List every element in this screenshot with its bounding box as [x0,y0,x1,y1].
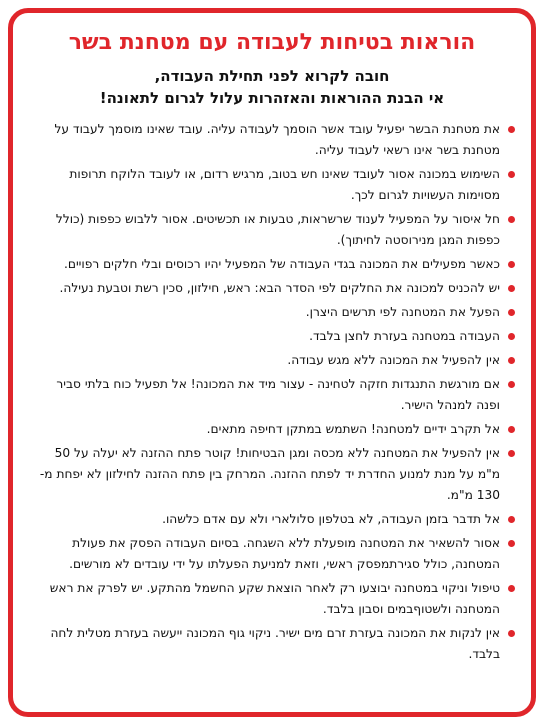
instruction-item [37,623,515,665]
red-dot-bullet-icon [508,261,515,268]
red-dot-bullet-icon [508,540,515,547]
instruction-text: העבודה במטחנה בעזרת לחצן בלבד. [309,329,500,343]
instruction-text: טיפול וניקוי במטחנה יבוצעו רק לאחר הוצאת שקע החשמל מהתקע. יש לפרק את ראש המטחנה ולשטוףבמים וסבון בלבד. [49,581,500,616]
instruction-item [37,302,515,323]
instruction-text: אסור להשאיר את המטחנה מופעלת ללא השגחה. בסיום העבודה הפסק את פעולת המטחנה, כולל סגירתמפסק ראשי, וזאת למניעת הפעלתו על ידי עובדים לא מורשים. [69,536,500,571]
red-dot-bullet-icon [508,585,515,592]
red-dot-bullet-icon [508,630,515,637]
red-dot-bullet-icon [508,126,515,133]
instruction-item [37,533,515,575]
red-dot-bullet-icon [508,309,515,316]
instruction-text: הפעל את המטחנה לפי תרשים היצרן. [305,305,500,319]
instruction-item [37,443,515,506]
red-dot-bullet-icon [508,171,515,178]
safety-sign [8,8,536,717]
red-dot-bullet-icon [508,216,515,223]
instruction-item [37,278,515,299]
instruction-item [37,164,515,206]
sign-title: הוראות בטיחות לעבודה עם מטחנת בשר [68,30,476,55]
instruction-item [37,254,515,275]
instruction-text: את מטחנת הבשר יפעיל עובד אשר הוסמך לעבודה עליה. עובד שאינו מוסמך לעבוד על מטחנת בשר אינו רשאי לעבוד עליה. [54,122,500,157]
instruction-text: אין להפעיל את המטחנה ללא מכסה ומגן הבטיחות! קוטר פתח ההזנה לא יעלה על 50 מ"מ על מנת למנוע החדרת יד לפתח ההזנה. המרחק בין פתח ההזנה לחילזון לא יפחת מ- 130 מ"מ. [39,446,500,502]
instruction-item [37,419,515,440]
red-dot-bullet-icon [508,450,515,457]
instructions-list [13,119,531,665]
instruction-text: חל איסור על המפעיל לענוד שרשראות, טבעות או תכשיטים. אסור ללבוש כפפות (כולל כפפות המגן מנירוסטה לחיתוך). [55,212,500,247]
red-dot-bullet-icon [508,333,515,340]
instruction-text: אל תקרב ידיים למטחנה! השתמש במתקן דחיפה מתאים. [206,422,500,436]
instruction-item [37,509,515,530]
instruction-text: יש להכניס למכונה את החלקים לפי הסדר הבא: ראש, חילזון, סכין רשת וטבעת נעילה. [59,281,500,295]
instruction-item [37,209,515,251]
instruction-item [37,119,515,161]
subtitle-line-1: חובה לקרוא לפני תחילת העבודה, [154,67,390,85]
instruction-text: השימוש במכונה אסור לעובד שאינו חש בטוב, מרגיש רדום, או לעובד הלוקח תרופות מסוימות העשויות לגרום לכך. [69,167,500,202]
instruction-text: אין לנקות את המכונה בעזרת זרם מים ישיר. ניקוי גוף המכונה ייעשה בעזרת מטלית לחה בלבד. [50,626,500,661]
instruction-item [37,326,515,347]
red-dot-bullet-icon [508,516,515,523]
red-dot-bullet-icon [508,357,515,364]
instruction-item [37,578,515,620]
red-dot-bullet-icon [508,285,515,292]
subtitle-line-2: אי הבנת ההוראות והאזהרות עלול לגרום לתאונה! [99,89,445,107]
instruction-item [37,374,515,416]
sign-subtitle [25,65,519,109]
instruction-text: כאשר מפעילים את המכונה בגדי העבודה של המפעיל יהיו רכוסים ובלי חלקים רפויים. [64,257,500,271]
instruction-item [37,350,515,371]
instruction-text: אם מורגשת התנגדות חזקה לטחינה - עצור מיד את המכונה! אל תפעיל כוח בלתי סביר ופנה למנהל הישיר. [56,377,500,412]
instruction-text: אין להפעיל את המכונה ללא מגש עבודה. [287,353,500,367]
red-dot-bullet-icon [508,381,515,388]
red-dot-bullet-icon [508,426,515,433]
instruction-text: אל תדבר בזמן העבודה, לא בטלפון סלולארי ולא עם אדם כלשהו. [162,512,500,526]
